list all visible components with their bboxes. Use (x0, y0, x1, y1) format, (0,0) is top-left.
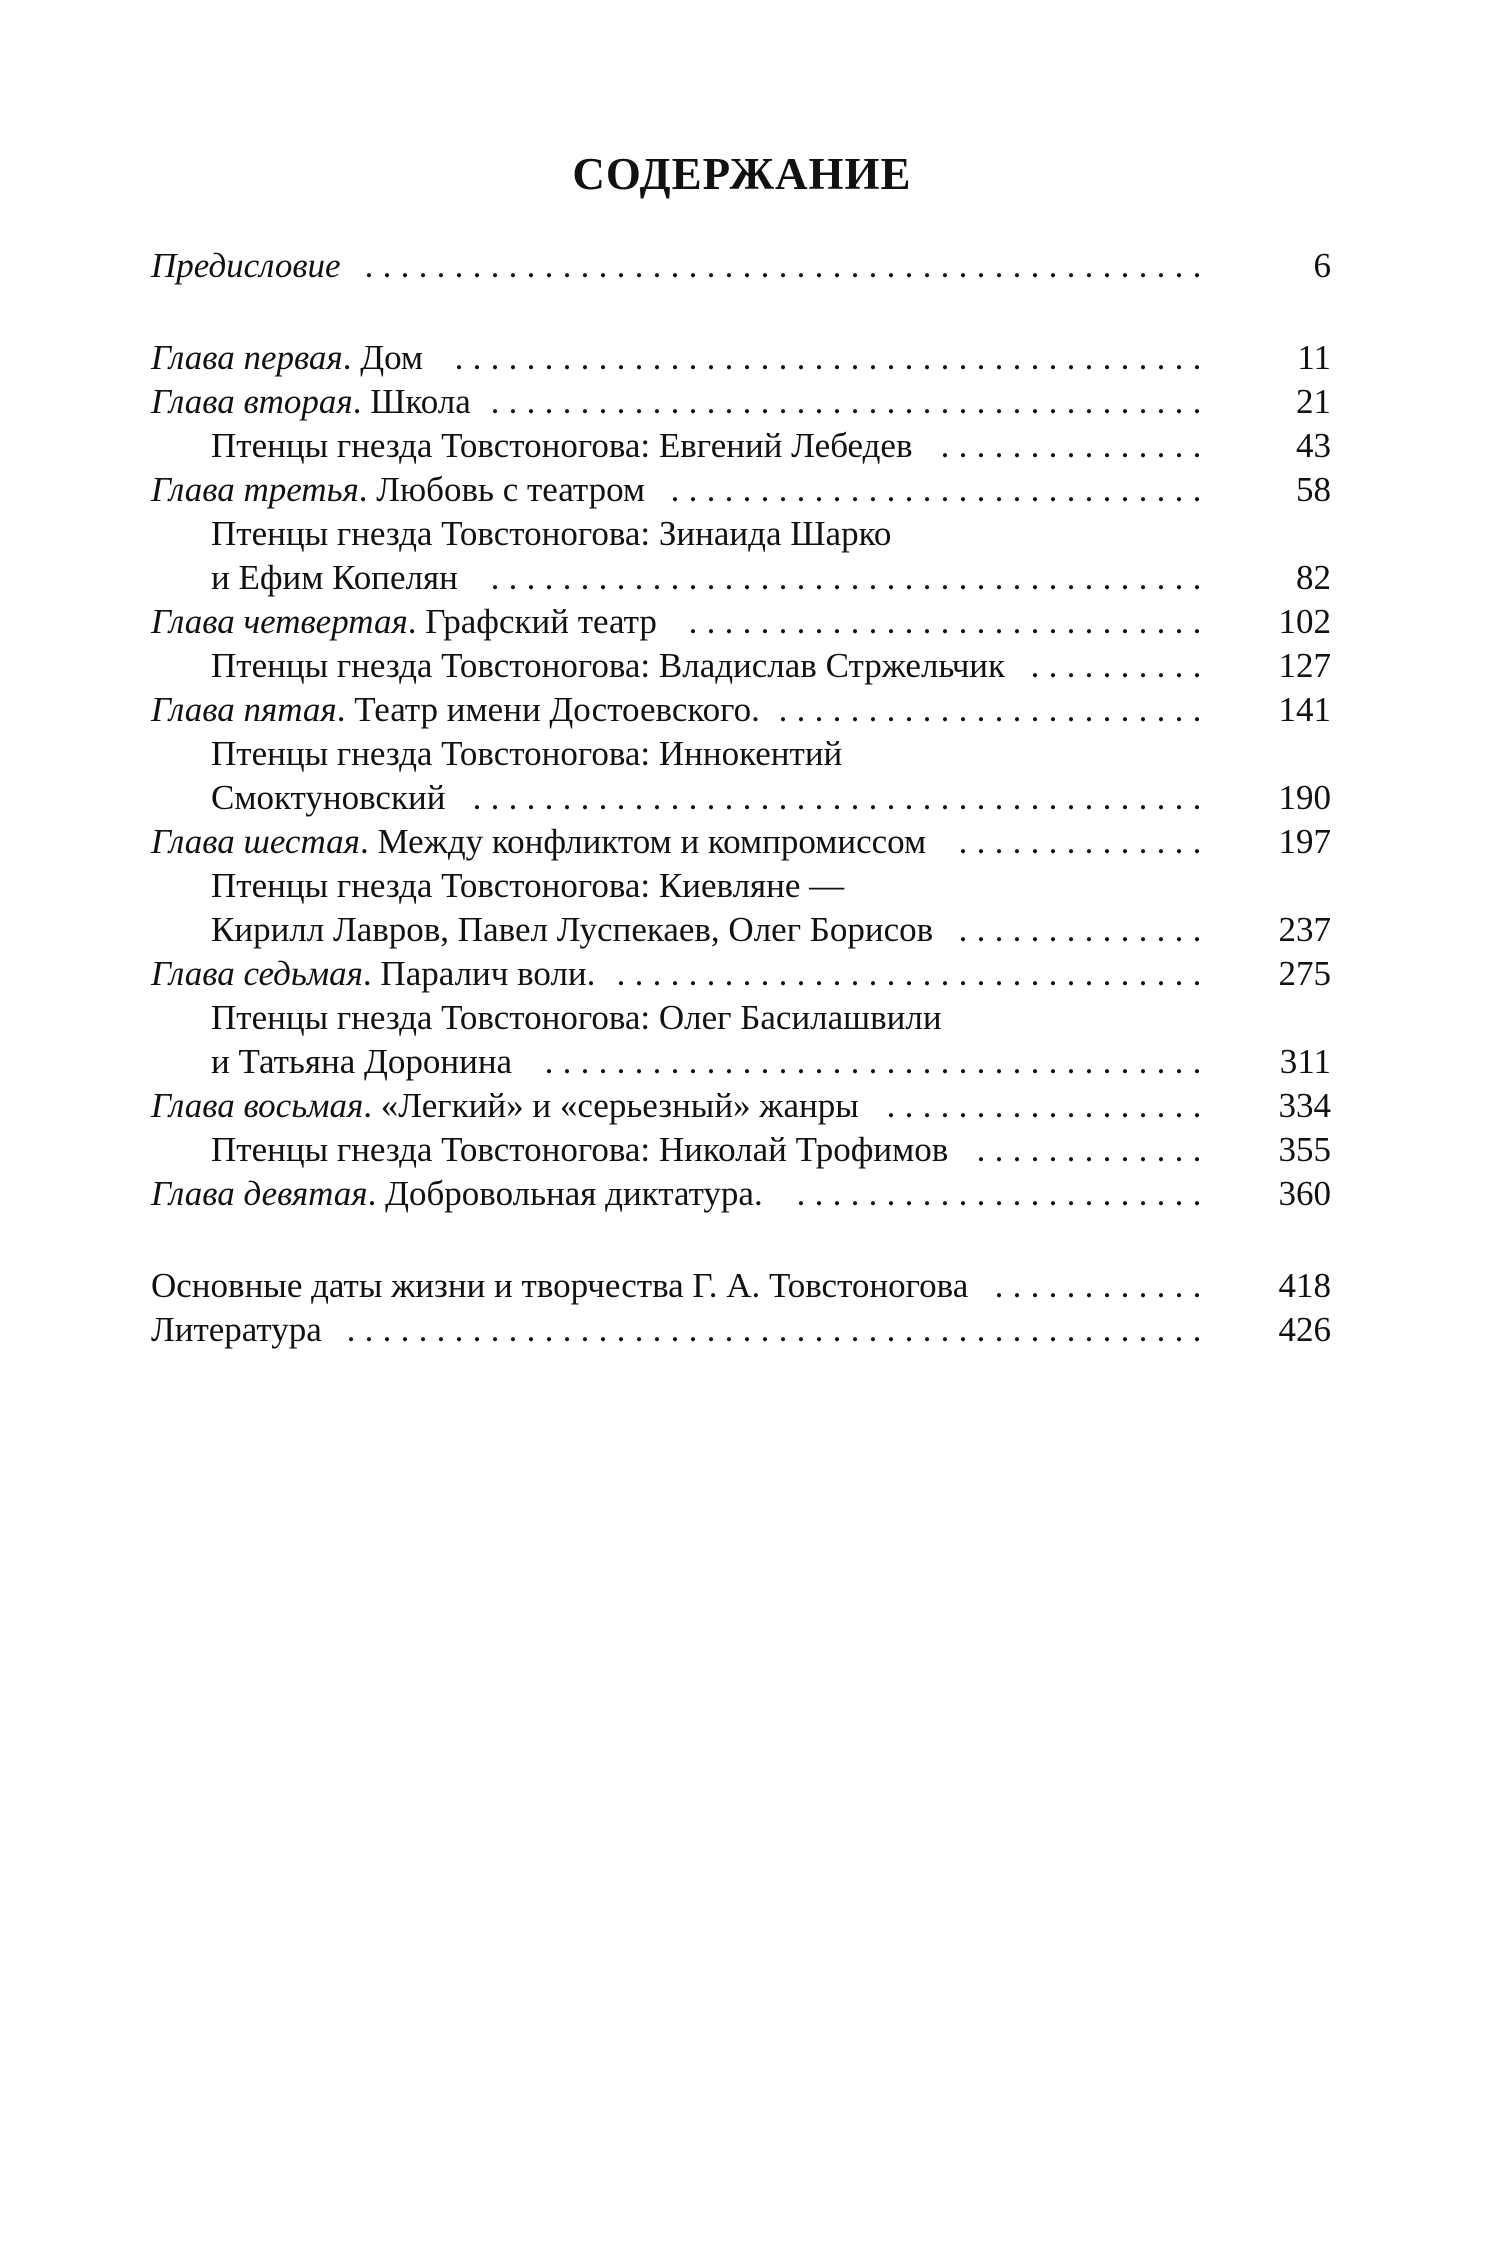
page-number: 334 (1278, 1086, 1331, 1125)
chapter-number: Глава первая (151, 338, 343, 377)
dot-leader: . . . . . . . . . . . . . . . . . . . . . . . . (778, 690, 1202, 729)
chapter-number: Глава девятая (151, 1174, 368, 1213)
toc-subentry (151, 644, 1331, 688)
toc-entry (151, 1308, 1331, 1352)
dot-leader: . . . . . . . . . . . . . . (958, 822, 1202, 861)
chapter-number: Глава четвертая (151, 602, 408, 641)
toc-entry-title (151, 468, 645, 512)
toc-entry-title (211, 1128, 948, 1172)
chapter-title: . Любовь с театром (358, 470, 646, 509)
chapter-title: Кирилл Лавров, Павел Луспекаев, Олег Борисов (211, 910, 934, 949)
toc-subentry (151, 424, 1331, 468)
chapter-title: . Школа (352, 382, 471, 421)
dot-leader: . . . . . . . . . . . . . . . . . . . . . . . . . . . . . . . . . . . . . . . . . . . . . . . (364, 246, 1202, 285)
page-number: 311 (1279, 1042, 1331, 1081)
page-number: 11 (1297, 338, 1331, 377)
dot-leader: . . . . . . . . . . . . . . . . . . . . . . . . . . . . . . . . . . . . . . . . . . (454, 338, 1202, 377)
dot-leader: . . . . . . . . . . . . . . . . . . . . . . . . . . . . . . . . . . . . . . . . . (472, 778, 1202, 817)
dot-leader: . . . . . . . . . . (1030, 646, 1202, 685)
dot-leader: . . . . . . . . . . . . . . . . . . . . . . . . . . . . . . . . . . . . . . . . (490, 382, 1202, 421)
toc-entry (151, 244, 1331, 288)
toc-subentry (151, 996, 1331, 1040)
toc-entry-title (151, 244, 341, 288)
toc-entry-title (151, 820, 926, 864)
page-number: 355 (1278, 1130, 1331, 1169)
toc-subentry (151, 864, 1331, 908)
toc-entry-title (211, 424, 913, 468)
chapter-number: Глава пятая (151, 690, 337, 729)
chapter-title: . Добровольная диктатура. (367, 1174, 763, 1213)
toc-entry-title (211, 1040, 512, 1084)
chapter-title: Птенцы гнезда Товстоногова: Владислав Стржельчик (211, 646, 1006, 685)
toc-entry (151, 380, 1331, 424)
dot-leader: . . . . . . . . . . . . . . . . . . . . . . . (796, 1174, 1202, 1213)
toc-entry-title (211, 512, 891, 556)
chapter-title: и Ефим Копелян (211, 558, 458, 597)
toc-entry-title (151, 1084, 859, 1128)
toc-entry-title (151, 1172, 763, 1216)
toc-entry-title (211, 644, 1005, 688)
chapter-title: Птенцы гнезда Товстоногова: Иннокентий (211, 734, 843, 773)
table-of-contents (151, 244, 1331, 1352)
dot-leader: . . . . . . . . . . . . (994, 1266, 1202, 1305)
page-number: 418 (1278, 1266, 1331, 1305)
dot-leader: . . . . . . . . . . . . . . . . . . . . . . . . . . . . . . . . . . . . . . . . (490, 558, 1202, 597)
chapter-title: и Татьяна Доронина (211, 1042, 513, 1081)
toc-entry (151, 1172, 1331, 1216)
chapter-number: Глава шестая (151, 822, 360, 861)
toc-entry-title (151, 380, 471, 424)
page-number: 360 (1278, 1174, 1331, 1213)
page-number: 426 (1278, 1310, 1331, 1349)
dot-leader: . . . . . . . . . . . . . . . . . . . . . . . . . . . . . . (670, 470, 1202, 509)
chapter-title: . Театр имени Достоевского. (336, 690, 760, 729)
chapter-number: Глава седьмая (151, 954, 363, 993)
page-number: 102 (1278, 602, 1331, 641)
page-number: 275 (1278, 954, 1331, 993)
chapter-title: . «Легкий» и «серьезный» жанры (363, 1086, 859, 1125)
toc-entry (151, 688, 1331, 732)
page-number: 127 (1278, 646, 1331, 685)
chapter-title: Птенцы гнезда Товстоногова: Олег Басилашвили (211, 998, 942, 1037)
chapter-number: Предисловие (151, 246, 341, 285)
page-title: СОДЕРЖАНИЕ (572, 149, 912, 199)
toc-entry (151, 336, 1331, 380)
toc-entry (151, 468, 1331, 512)
page-number: 141 (1278, 690, 1331, 729)
toc-entry-title (211, 732, 842, 776)
page-number: 58 (1296, 470, 1331, 509)
toc-entry-title (151, 1308, 322, 1352)
toc-entry (151, 600, 1331, 644)
toc-entry-title (211, 776, 445, 820)
toc-entry (151, 1264, 1331, 1308)
toc-subentry (151, 1040, 1331, 1084)
toc-entry-title (211, 864, 844, 908)
toc-entry (151, 820, 1331, 864)
toc-subentry (151, 732, 1331, 776)
page-number: 43 (1296, 426, 1331, 465)
chapter-number: Глава вторая (151, 382, 353, 421)
page-number: 82 (1296, 558, 1331, 597)
toc-subentry (151, 556, 1331, 600)
toc-entry-title (151, 688, 760, 732)
toc-entry-title (151, 1264, 968, 1308)
toc-entry-title (151, 600, 657, 644)
chapter-title: Литература (151, 1310, 322, 1349)
chapter-title: Птенцы гнезда Товстоногова: Николай Трофимов (211, 1130, 949, 1169)
toc-entry-title (151, 952, 595, 996)
page-number: 237 (1278, 910, 1331, 949)
chapter-title: . Графский театр (407, 602, 657, 641)
chapter-title: . Дом (342, 338, 424, 377)
toc-entry-title (211, 908, 933, 952)
dot-leader: . . . . . . . . . . . . . . . (940, 426, 1202, 465)
dot-leader: . . . . . . . . . . . . . . . . . . . . . . . . . . . . . . . . . (616, 954, 1202, 993)
toc-subentry (151, 908, 1331, 952)
toc-subentry (151, 512, 1331, 556)
chapter-title: Птенцы гнезда Товстоногова: Киевляне — (211, 866, 845, 905)
dot-leader: . . . . . . . . . . . . . . . . . . . . . . . . . . . . . (688, 602, 1202, 641)
toc-entry-title (211, 556, 458, 600)
dot-leader: . . . . . . . . . . . . . . . . . . . . . . . . . . . . . . . . . . . . . (544, 1042, 1202, 1081)
dot-leader: . . . . . . . . . . . . . (976, 1130, 1202, 1169)
chapter-title: . Паралич воли. (362, 954, 596, 993)
toc-entry-title (151, 336, 423, 380)
page-number: 21 (1296, 382, 1331, 421)
chapter-title: . Между конфликтом и компромиссом (359, 822, 927, 861)
chapter-title: Основные даты жизни и творчества Г. А. Товстоногова (151, 1266, 969, 1305)
page-number: 6 (1313, 246, 1331, 285)
chapter-number: Глава восьмая (151, 1086, 364, 1125)
chapter-title: Смоктуновский (211, 778, 446, 817)
dot-leader: . . . . . . . . . . . . . . (958, 910, 1202, 949)
dot-leader: . . . . . . . . . . . . . . . . . . . . . . . . . . . . . . . . . . . . . . . . . . . . . . . . (346, 1310, 1202, 1349)
chapter-number: Глава третья (151, 470, 359, 509)
toc-entry-title (211, 996, 942, 1040)
toc-entry (151, 952, 1331, 996)
toc-subentry (151, 776, 1331, 820)
page-number: 197 (1278, 822, 1331, 861)
chapter-title: Птенцы гнезда Товстоногова: Евгений Лебедев (211, 426, 913, 465)
page-number: 190 (1278, 778, 1331, 817)
toc-entry (151, 1084, 1331, 1128)
dot-leader: . . . . . . . . . . . . . . . . . . (886, 1086, 1202, 1125)
toc-subentry (151, 1128, 1331, 1172)
chapter-title: Птенцы гнезда Товстоногова: Зинаида Шарко (211, 514, 892, 553)
